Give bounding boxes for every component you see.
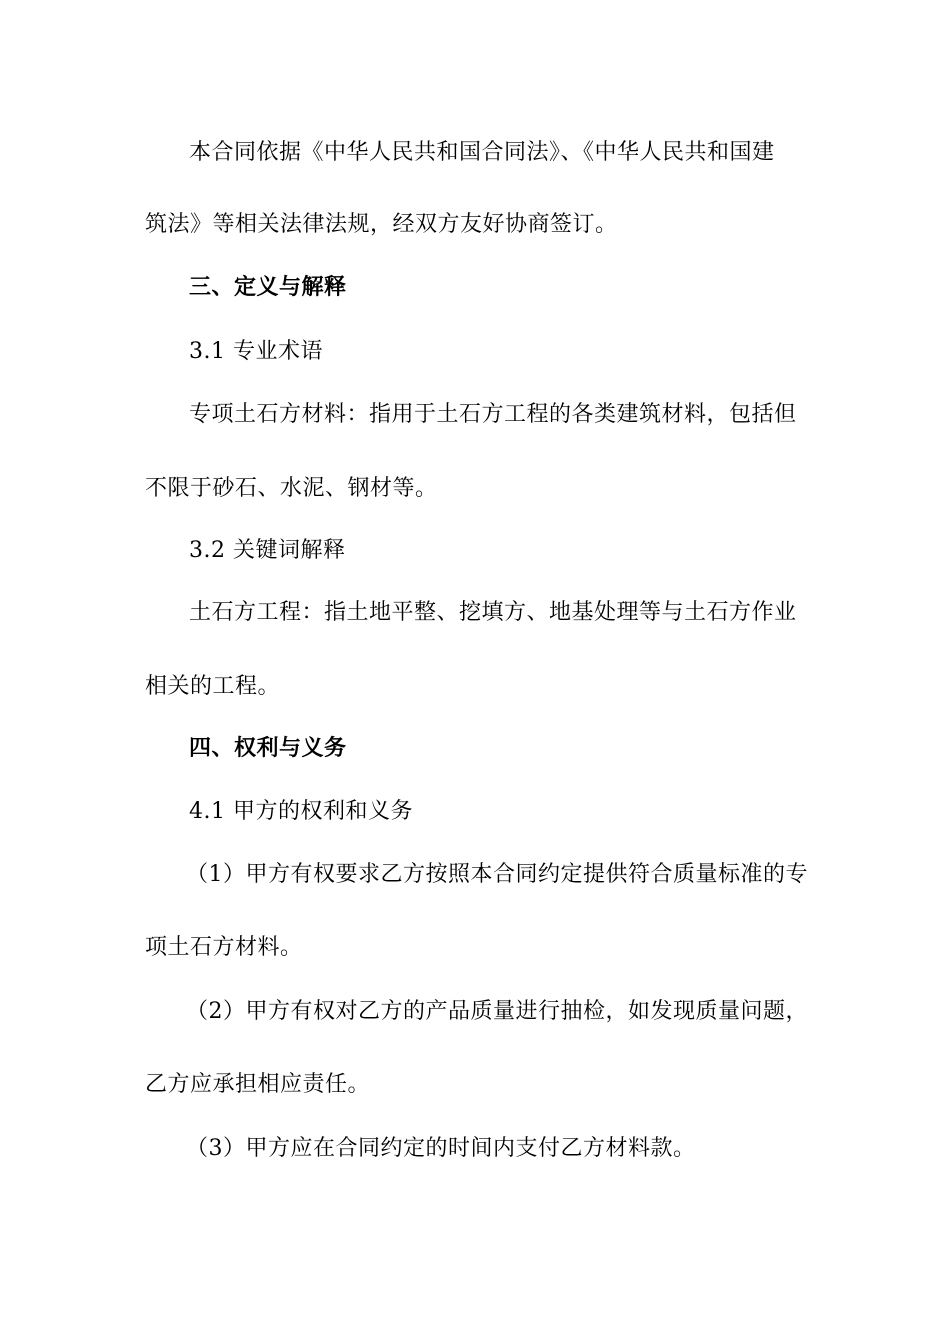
- subsection-heading-4-1: 4.1 甲方的权利和义务: [189, 799, 413, 824]
- clause-1-line-2: 项土石方材料。: [145, 935, 303, 960]
- paragraph-keyword-line-1: 土石方工程：指土地平整、挖填方、地基处理等与土石方作业: [189, 600, 797, 625]
- paragraph-term-line-2: 不限于砂石、水泥、钢材等。: [145, 476, 438, 501]
- paragraph-keyword-line-2: 相关的工程。: [145, 674, 281, 699]
- clause-2-line-1: （2）甲方有权对乙方的产品质量进行抽检，如发现质量问题，: [186, 999, 808, 1024]
- subsection-heading-3-2: 3.2 关键词解释: [189, 538, 346, 563]
- paragraph-basis-line-2: 筑法》等相关法律法规，经双方友好协商签订。: [145, 212, 618, 237]
- subsection-heading-3-1: 3.1 专业术语: [189, 339, 323, 364]
- paragraph-term-line-1: 专项土石方材料：指用于土石方工程的各类建筑材料，包括但: [189, 402, 797, 427]
- clause-3-line-1: （3）甲方应在合同约定的时间内支付乙方材料款。: [186, 1136, 696, 1161]
- clause-1-line-1: （1）甲方有权要求乙方按照本合同约定提供符合质量标准的专: [186, 862, 808, 887]
- section-heading-rights-obligations: 四、权利与义务: [189, 736, 347, 761]
- clause-2-line-2: 乙方应承担相应责任。: [145, 1072, 371, 1097]
- paragraph-basis-line-1: 本合同依据《中华人民共和国合同法》、《中华人民共和国建: [189, 140, 775, 165]
- section-heading-definitions: 三、定义与解释: [189, 275, 347, 300]
